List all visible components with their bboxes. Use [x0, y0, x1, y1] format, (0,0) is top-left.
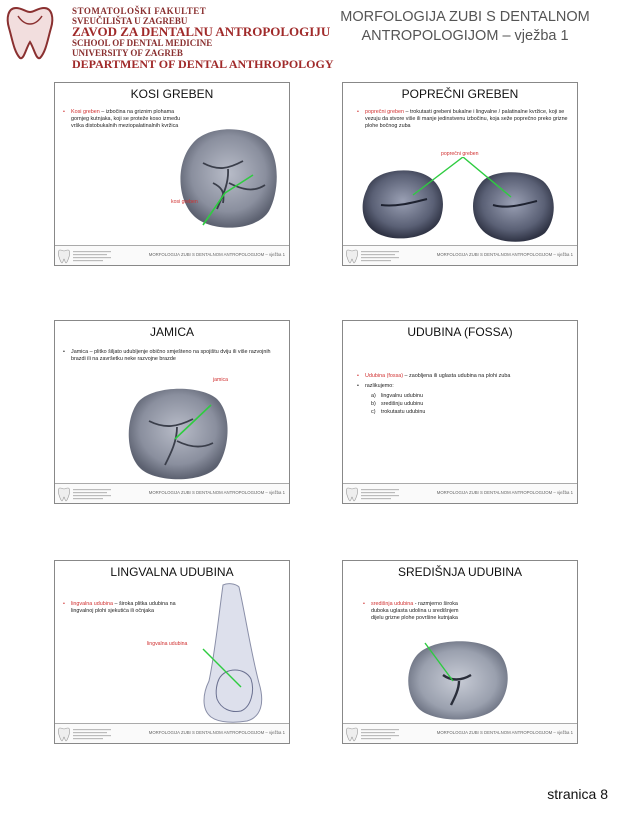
bullet: [357, 383, 569, 390]
slide-footer: [343, 483, 577, 503]
mini-logo-icon: [57, 248, 115, 264]
mini-logo-icon: [345, 248, 403, 264]
definition: – trokutasti grebeni bukalne i lingvalne / palatinalne kvržice, koji se vezuju da stvore više ili manje jedinstvenu izbočinu, koja seže poprečno preko grizne plohe bočnog zuba: [365, 109, 568, 129]
mini-logo-icon: [57, 726, 115, 742]
term: poprečni greben: [365, 109, 404, 115]
bullet: [63, 601, 195, 615]
logo-line: STOMATOLOŠKI FAKULTET: [72, 6, 207, 16]
term: središnja udubina: [371, 601, 414, 607]
slide-body: [363, 601, 463, 625]
slide-lingvalna-udubina: [54, 560, 290, 744]
bullet: [357, 109, 569, 130]
slide-footer-text: MORFOLOGIJA ZUBI S DENTALNOM ANTROPOLOGIJOM – vježba 1: [148, 490, 285, 495]
slide-footer: [55, 245, 289, 265]
logo-line: SCHOOL OF DENTAL MEDICINE: [72, 38, 213, 48]
slide-body: [63, 109, 183, 133]
slide-title: KOSI GREBEN: [130, 87, 214, 101]
term: Kosi greben: [71, 109, 100, 115]
bullet: [363, 601, 463, 622]
slide-footer: [343, 245, 577, 265]
slide-kosi-greben: [54, 82, 290, 266]
logo-line: UNIVERSITY OF ZAGREB: [72, 48, 183, 58]
fossa-types-list: [357, 393, 569, 416]
document-title-line1: MORFOLOGIJA ZUBI S DENTALNOM: [340, 9, 590, 25]
slide-sredisnja-udubina: [342, 560, 578, 744]
logo-line: SVEUČILIŠTA U ZAGREBU: [72, 16, 188, 26]
slide-title: SREDIŠNJA UDUBINA: [397, 565, 523, 579]
image-label: lingvalna udubina: [147, 641, 188, 647]
slide-udubina-fossa: [342, 320, 578, 504]
molar-occlusal-image: [403, 635, 513, 721]
molar-occlusal-image: [123, 385, 233, 483]
mini-logo-icon: [57, 486, 115, 502]
mini-logo-icon: [345, 486, 403, 502]
list-item: c) trokutastu udubinu: [371, 409, 426, 415]
slide-body: [357, 373, 569, 417]
definition: Jamica – plitko šiljato udubljenje obično smješteno na spojištu dviju ili više razvojnih brazdi ili na završetku neke razvojne brazde: [71, 349, 271, 362]
bullet: [63, 109, 183, 130]
logo-line: DEPARTMENT OF DENTAL ANTHROPOLOGY: [72, 57, 334, 71]
slide-footer-text: MORFOLOGIJA ZUBI S DENTALNOM ANTROPOLOGIJOM – vježba 1: [436, 490, 573, 495]
term: Udubina (fossa): [365, 373, 404, 379]
slide-footer-text: MORFOLOGIJA ZUBI S DENTALNOM ANTROPOLOGIJOM – vježba 1: [436, 730, 573, 735]
slide-title: POPREČNI GREBEN: [401, 87, 519, 101]
bullet: [357, 373, 569, 380]
term: lingvalna udubina: [71, 601, 113, 607]
logo-text: [72, 6, 334, 71]
incisor-lingual-image: [195, 583, 275, 723]
slide-body: [357, 109, 569, 133]
slide-footer-text: MORFOLOGIJA ZUBI S DENTALNOM ANTROPOLOGIJOM – vježba 1: [148, 252, 285, 257]
tooth-logo-icon: [4, 2, 70, 64]
slide-footer-text: MORFOLOGIJA ZUBI S DENTALNOM ANTROPOLOGIJOM – vježba 1: [436, 252, 573, 257]
image-label: kosi greben: [171, 199, 198, 205]
image-label: poprečni greben: [441, 151, 479, 157]
list-item: b) središnju udubinu: [371, 401, 424, 407]
slide-footer: [343, 723, 577, 743]
slide-footer-text: MORFOLOGIJA ZUBI S DENTALNOM ANTROPOLOGIJOM – vježba 1: [148, 730, 285, 735]
slide-jamica: [54, 320, 290, 504]
slide-body: [63, 601, 195, 618]
premolar-images: [351, 157, 573, 245]
molar-occlusal-image: [173, 123, 283, 235]
list-item: a) lingvalnu udubinu: [371, 393, 423, 399]
faculty-logo: [4, 2, 334, 71]
bullet: [63, 349, 285, 363]
definition: – široka plitka udubina na lingvalnoj plohi sjekutića ili očnjaka: [71, 601, 176, 614]
slide-title: LINGVALNA UDUBINA: [110, 565, 234, 579]
definition: - razmjerno široka duboka uglasta udolina u središnjem dijelu grizne plohe površine kutnjaka: [371, 601, 459, 621]
document-title-line2: ANTROPOLOGIJOM – vježba 1: [361, 28, 569, 44]
document-title: [300, 8, 630, 46]
slide-footer: [55, 723, 289, 743]
definition: razlikujemo:: [365, 383, 394, 389]
slide-footer: [55, 483, 289, 503]
slide-title: UDUBINA (FOSSA): [407, 325, 513, 339]
slide-title: JAMICA: [149, 325, 194, 339]
slide-poprecni-greben: [342, 82, 578, 266]
image-label: jamica: [213, 377, 228, 383]
page-number: stranica 8: [547, 786, 608, 802]
logo-line: ZAVOD ZA DENTALNU ANTROPOLOGIJU: [72, 24, 331, 39]
definition: – izbočina na griznim plohama gornjeg kutnjaka, koji se proteže koso između vrška distobukalnih meziopalatinalnih kvržica: [71, 109, 181, 129]
slide-body: [63, 349, 285, 366]
mini-logo-icon: [345, 726, 403, 742]
definition: – zaobljena ili uglasta udubina na plohi zuba: [403, 373, 511, 379]
